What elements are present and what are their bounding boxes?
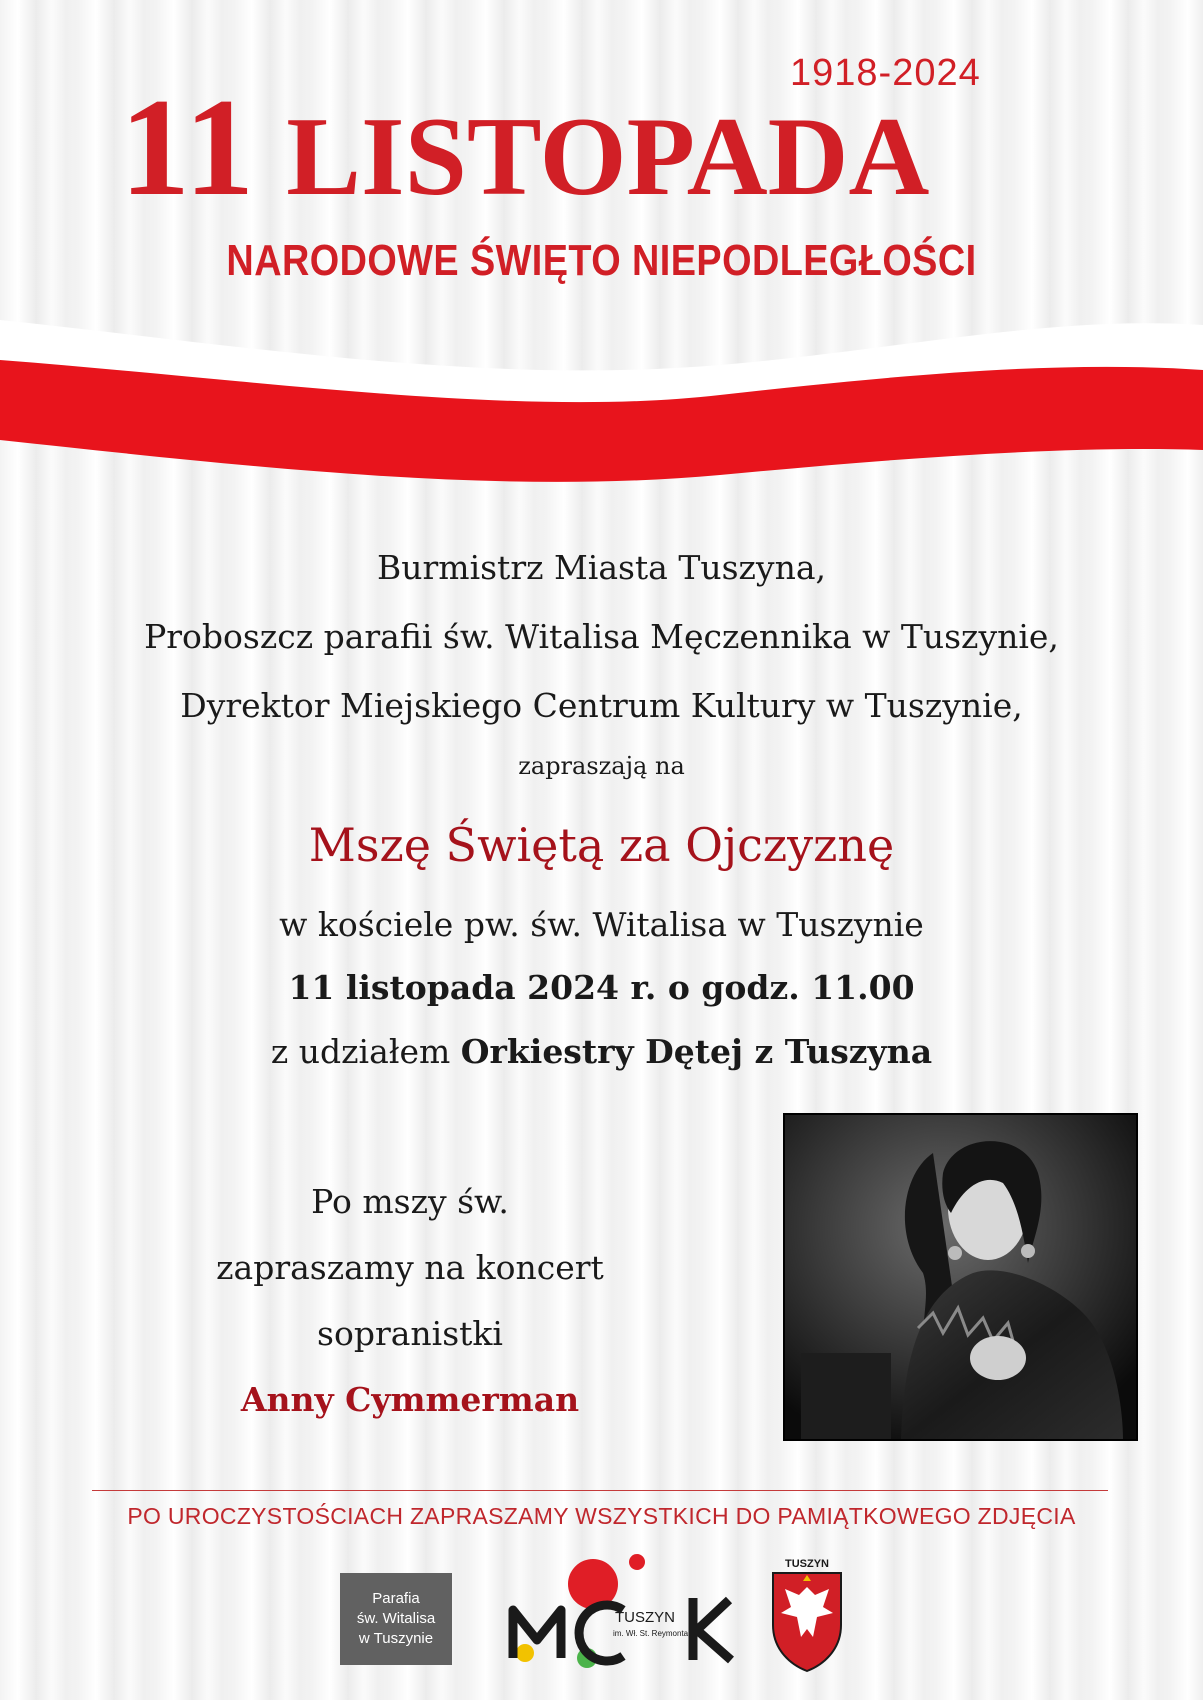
main-date-title <box>120 70 930 225</box>
mck-logo <box>505 1548 735 1678</box>
church-location: w kościele pw. św. Witalisa w Tuszynie <box>279 905 924 944</box>
invitation-line-invite: zapraszają na <box>518 752 685 780</box>
singer-name: Anny Cymmerman <box>240 1380 580 1419</box>
invitation-line-parish-priest: Proboszcz parafii św. Witalisa Męczennika w Tuszynie, <box>144 617 1059 656</box>
invitation-line-director: Dyrektor Miejskiego Centrum Kultury w Tuszynie, <box>180 686 1023 725</box>
coat-of-arms-label: TUSZYN <box>785 1558 829 1570</box>
concert-line-1: Po mszy św. <box>311 1182 509 1221</box>
holiday-subtitle: NARODOWE ŚWIĘTO NIEPODLEGŁOŚCI <box>226 236 977 285</box>
participation-prefix: z udziałem <box>270 1032 451 1071</box>
day-number: 11 <box>120 70 257 225</box>
mck-logo-text: TUSZYN <box>615 1609 675 1626</box>
mck-logo-subtext: im. Wł. St. Reymonta <box>613 1629 689 1638</box>
event-date-time: 11 listopada 2024 r. o godz. 11.00 <box>288 968 915 1007</box>
concert-line-2: zapraszamy na koncert <box>216 1248 604 1287</box>
participation-line <box>0 1032 1203 1071</box>
years-range: 1918-2024 <box>790 52 981 94</box>
concert-line-3: sopranistki <box>317 1314 503 1353</box>
parish-logo <box>340 1573 452 1665</box>
orchestra-name: Orkiestry Dętej z Tuszyna <box>460 1032 933 1071</box>
mass-title: Mszę Świętą za Ojczyznę <box>308 818 895 872</box>
footer-note: PO UROCZYSTOŚCIACH ZAPRASZAMY WSZYSTKICH DO PAMIĄTKOWEGO ZDJĘCIA <box>127 1503 1076 1529</box>
parish-logo-line1: Parafia <box>372 1589 420 1607</box>
parish-logo-line2: św. Witalisa <box>356 1609 436 1627</box>
month-name: LISTOPADA <box>286 95 930 219</box>
footer-divider <box>92 1490 1108 1491</box>
invitation-line-mayor: Burmistrz Miasta Tuszyna, <box>377 548 826 587</box>
polish-flag-ribbon <box>0 290 1203 510</box>
tuszyn-coat-of-arms <box>767 1555 847 1675</box>
parish-logo-line3: w Tuszynie <box>358 1630 434 1648</box>
singer-photo <box>783 1113 1138 1441</box>
